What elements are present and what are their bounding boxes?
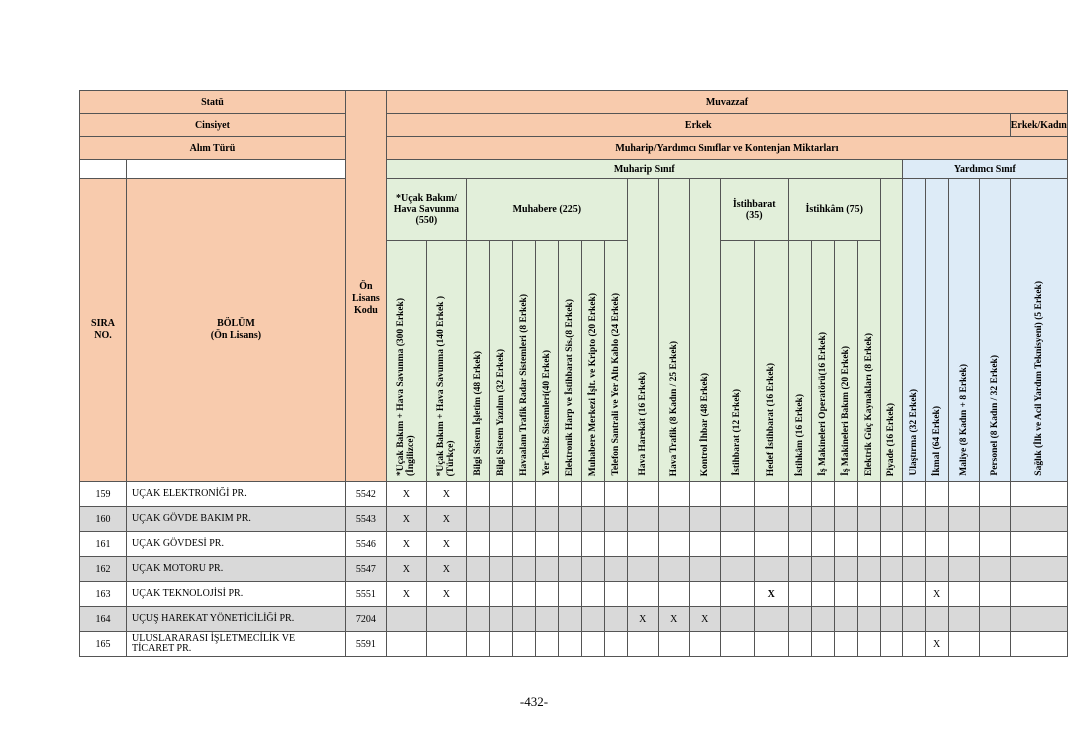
quota-mark <box>466 607 489 632</box>
quota-mark <box>880 632 902 657</box>
quota-mark <box>1010 607 1067 632</box>
program-name: UÇUŞ HAREKAT YÖNETİCİLİĞİ PR. <box>126 607 345 632</box>
quota-mark <box>512 607 535 632</box>
yardimci-sinif-header: Yardımcı Sınıf <box>902 160 1067 179</box>
program-name: UÇAK ELEKTRONİĞİ PR. <box>126 482 345 507</box>
row-number: 162 <box>80 557 127 582</box>
program-name: UÇAK GÖVDE BAKIM PR. <box>126 507 345 532</box>
quota-mark <box>489 632 512 657</box>
quota-mark <box>466 632 489 657</box>
col-header-hava-harekat <box>627 179 658 482</box>
program-name: UÇAK MOTORU PR. <box>126 557 345 582</box>
quota-mark <box>834 507 857 532</box>
col-header-yer-telsiz <box>535 241 558 482</box>
quota-mark <box>902 532 925 557</box>
quota-mark <box>535 507 558 532</box>
quota-mark <box>658 532 689 557</box>
quota-mark: X <box>386 482 426 507</box>
quota-mark <box>489 582 512 607</box>
col-header-kontrol-ihbar <box>689 179 720 482</box>
column-label: İkmal (64 Erkek) <box>931 405 942 476</box>
program-code: 5546 <box>345 532 386 557</box>
quota-mark <box>535 482 558 507</box>
table-row <box>80 582 1068 607</box>
quota-mark <box>604 557 627 582</box>
cinsiyet-header: Cinsiyet <box>80 114 346 137</box>
muharip-yardimci-header: Muharip/Yardımcı Sınıflar ve Kontenjan Miktarları <box>386 137 1067 160</box>
quota-mark <box>857 632 880 657</box>
col-header-hava-trafik <box>658 179 689 482</box>
quota-mark <box>925 482 948 507</box>
quota-mark <box>581 532 604 557</box>
quota-mark <box>581 582 604 607</box>
quota-mark <box>512 532 535 557</box>
quota-mark <box>979 557 1010 582</box>
column-label: Hava Harekât (16 Erkek) <box>637 372 648 476</box>
quota-mark <box>979 532 1010 557</box>
quota-mark <box>558 507 581 532</box>
quota-mark <box>558 582 581 607</box>
quota-mark <box>948 532 979 557</box>
empty-cell <box>126 160 345 179</box>
quota-mark <box>386 607 426 632</box>
row-number: 163 <box>80 582 127 607</box>
quota-mark <box>834 632 857 657</box>
quota-mark <box>581 557 604 582</box>
quota-mark <box>627 507 658 532</box>
quota-mark <box>466 582 489 607</box>
quota-mark <box>426 632 466 657</box>
quota-mark <box>604 632 627 657</box>
quota-mark <box>979 582 1010 607</box>
quota-mark <box>948 557 979 582</box>
col-header-istihkam <box>788 241 811 482</box>
column-label: Ulaştırma (32 Erkek) <box>908 389 919 476</box>
quota-mark <box>720 532 754 557</box>
quota-mark <box>925 507 948 532</box>
quota-mark: X <box>426 507 466 532</box>
quota-mark <box>604 582 627 607</box>
quota-mark <box>754 607 788 632</box>
muvazzaf-header: Muvazzaf <box>386 91 1067 114</box>
quota-mark <box>581 482 604 507</box>
quota-mark <box>466 532 489 557</box>
column-label: Sağlık (İlk ve Acil Yardım Teknisyeni) (5 Erkek) <box>1033 281 1044 476</box>
on-lisans-kodu-label: Ön Lisans Kodu <box>352 281 380 316</box>
quota-mark <box>857 557 880 582</box>
col-header-elektronik-harp <box>558 241 581 482</box>
quota-mark <box>925 557 948 582</box>
column-label: Bilgi Sistem İşletim (48 Erkek) <box>472 351 483 476</box>
quota-mark <box>489 607 512 632</box>
column-label: Elektrik Güç Kaynakları (8 Erkek) <box>863 332 874 476</box>
program-code: 5542 <box>345 482 386 507</box>
quota-mark: X <box>386 532 426 557</box>
quota-mark <box>627 582 658 607</box>
quota-mark <box>925 532 948 557</box>
quota-mark <box>658 507 689 532</box>
col-header-personel <box>979 179 1010 482</box>
quota-mark <box>880 482 902 507</box>
quota-mark <box>788 532 811 557</box>
table-row <box>80 532 1068 557</box>
quota-mark <box>604 532 627 557</box>
col-header-elektrik-guc <box>857 241 880 482</box>
col-header-ucak-bakim-ingilizce <box>386 241 426 482</box>
column-label: Yer Telsiz Sistemleri(40 Erkek) <box>541 350 552 476</box>
quota-mark <box>512 482 535 507</box>
column-label: İş Makineleri Bakım (20 Erkek) <box>840 346 851 476</box>
quota-mark <box>754 482 788 507</box>
quota-mark: X <box>689 607 720 632</box>
quota-mark <box>902 482 925 507</box>
row-number: 165 <box>80 632 127 657</box>
bolum-header: BÖLÜM (Ön Lisans) <box>126 179 345 482</box>
table-row <box>80 557 1068 582</box>
quota-mark <box>689 482 720 507</box>
column-label: Personel (8 Kadın / 32 Erkek) <box>989 355 1000 476</box>
quota-mark <box>558 557 581 582</box>
quota-mark <box>627 532 658 557</box>
program-code: 5551 <box>345 582 386 607</box>
row-number: 160 <box>80 507 127 532</box>
col-header-havaalani-trafik-radar <box>512 241 535 482</box>
quota-mark <box>948 582 979 607</box>
quota-mark <box>979 607 1010 632</box>
column-label: Kontrol İhbar (48 Erkek) <box>699 372 710 476</box>
quota-mark <box>788 507 811 532</box>
quota-mark: X <box>426 482 466 507</box>
quota-mark: X <box>386 582 426 607</box>
quota-mark <box>880 507 902 532</box>
quota-mark <box>720 557 754 582</box>
quota-mark <box>902 607 925 632</box>
quota-mark <box>558 532 581 557</box>
col-header-bilgi-sistem-isletim <box>466 241 489 482</box>
quota-mark <box>658 482 689 507</box>
quota-mark <box>489 532 512 557</box>
quota-mark <box>811 607 834 632</box>
column-label: Maliye (8 Kadın + 8 Erkek) <box>958 364 969 476</box>
quota-mark <box>658 582 689 607</box>
program-code: 5547 <box>345 557 386 582</box>
quota-mark <box>558 482 581 507</box>
quota-mark <box>1010 557 1067 582</box>
quota-mark <box>658 632 689 657</box>
quota-mark: X <box>658 607 689 632</box>
quota-mark <box>466 557 489 582</box>
column-label: Telefon Santrali ve Yer Altı Kablo (24 Erkek) <box>610 293 621 476</box>
column-label: Hedef İstihbarat (16 Erkek) <box>766 362 777 476</box>
column-label: Muhabere Merkezi İşlt. ve Kripto (20 Erkek) <box>587 292 598 476</box>
erkek-header: Erkek <box>386 114 1010 137</box>
column-label: *Uçak Bakım + Hava Savunma (140 Erkek ) (Türkçe) <box>436 295 457 476</box>
table-row <box>80 507 1068 532</box>
erkek-kadin-header: Erkek/Kadın <box>1010 114 1067 137</box>
column-label: Hava Trafik (8 Kadın / 25 Erkek) <box>668 340 679 476</box>
quota-mark <box>558 632 581 657</box>
program-name: UÇAK TEKNOLOJİSİ PR. <box>126 582 345 607</box>
quota-mark <box>834 582 857 607</box>
quota-mark <box>902 582 925 607</box>
quota-mark: X <box>627 607 658 632</box>
quota-mark <box>581 632 604 657</box>
column-label: Elektronik Harp ve İstihbarat Sis.(8 Erkek) <box>564 298 575 476</box>
row-number: 159 <box>80 482 127 507</box>
statu-header: Statü <box>80 91 346 114</box>
quota-mark <box>754 532 788 557</box>
quota-mark <box>857 507 880 532</box>
col-header-istihbarat <box>720 241 754 482</box>
quota-mark <box>720 482 754 507</box>
column-label: Havaalanı Trafik Radar Sistemleri (8 Erkek) <box>518 294 529 476</box>
quota-mark <box>604 482 627 507</box>
col-header-telefon-santrali <box>604 241 627 482</box>
quota-mark <box>811 532 834 557</box>
quota-mark <box>788 607 811 632</box>
alim-turu-header: Alım Türü <box>80 137 346 160</box>
quota-mark <box>811 557 834 582</box>
quota-mark <box>1010 482 1067 507</box>
column-label: Piyade (16 Erkek) <box>886 402 897 476</box>
istihkam-group-header: İstihkâm (75) <box>788 179 880 241</box>
quota-mark <box>426 607 466 632</box>
quota-mark <box>1010 507 1067 532</box>
quota-mark <box>604 507 627 532</box>
col-header-is-makineleri-bakim <box>834 241 857 482</box>
quota-mark <box>979 482 1010 507</box>
quota-mark <box>880 607 902 632</box>
column-label: İstihkâm (16 Erkek) <box>794 393 805 476</box>
col-header-is-makineleri-operatoru <box>811 241 834 482</box>
quota-mark <box>948 507 979 532</box>
quota-mark <box>925 607 948 632</box>
column-label: İş Makineleri Operatörü(16 Erkek) <box>817 332 828 476</box>
quota-table <box>79 90 1068 657</box>
table-row <box>80 482 1068 507</box>
quota-mark <box>979 507 1010 532</box>
quota-mark <box>627 482 658 507</box>
quota-mark <box>834 557 857 582</box>
col-header-ikmal <box>925 179 948 482</box>
quota-mark <box>581 607 604 632</box>
table-row <box>80 607 1068 632</box>
quota-mark <box>627 557 658 582</box>
page-number: -432- <box>519 694 549 709</box>
program-name: ULUSLARARASI İŞLETMECİLİK VE TİCARET PR. <box>126 632 345 657</box>
quota-mark <box>857 532 880 557</box>
quota-mark <box>512 632 535 657</box>
quota-mark <box>834 482 857 507</box>
quota-mark <box>948 482 979 507</box>
quota-mark <box>720 582 754 607</box>
quota-mark <box>689 582 720 607</box>
quota-mark <box>689 507 720 532</box>
column-label: Bilgi Sistem Yazılım (32 Erkek) <box>495 349 506 476</box>
quota-mark <box>689 632 720 657</box>
quota-mark <box>1010 632 1067 657</box>
quota-mark: X <box>386 557 426 582</box>
quota-mark <box>788 632 811 657</box>
on-lisans-kodu-header <box>345 91 386 482</box>
quota-mark <box>512 582 535 607</box>
sira-no-header: SIRA NO. <box>80 179 127 482</box>
quota-mark <box>902 632 925 657</box>
row-number: 164 <box>80 607 127 632</box>
ucak-bakim-group-header: *Uçak Bakım/ Hava Savunma (550) <box>386 179 466 241</box>
quota-mark <box>689 557 720 582</box>
quota-mark <box>489 557 512 582</box>
col-header-maliye <box>948 179 979 482</box>
quota-mark <box>720 607 754 632</box>
empty-cell <box>80 160 127 179</box>
quota-mark <box>689 532 720 557</box>
quota-mark <box>489 482 512 507</box>
col-header-ucak-bakim-turkce <box>426 241 466 482</box>
program-code: 7204 <box>345 607 386 632</box>
quota-mark <box>466 507 489 532</box>
quota-mark <box>512 557 535 582</box>
quota-mark: X <box>925 582 948 607</box>
col-header-hedef-istihbarat <box>754 241 788 482</box>
muharip-sinif-header: Muharip Sınıf <box>386 160 902 179</box>
quota-mark <box>857 607 880 632</box>
istihbarat-group-header: İstihbarat (35) <box>720 179 788 241</box>
quota-mark <box>788 582 811 607</box>
quota-mark <box>788 557 811 582</box>
quota-mark <box>720 507 754 532</box>
quota-mark <box>902 507 925 532</box>
quota-mark: X <box>426 557 466 582</box>
quota-mark <box>581 507 604 532</box>
quota-mark <box>720 632 754 657</box>
quota-mark <box>535 632 558 657</box>
column-label: *Uçak Bakım + Hava Savunma (300 Erkek) (İngilizce) <box>396 297 417 476</box>
col-header-saglik <box>1010 179 1067 482</box>
quota-mark <box>834 607 857 632</box>
quota-mark <box>658 557 689 582</box>
col-header-piyade <box>880 179 902 482</box>
quota-mark <box>811 482 834 507</box>
program-name: UÇAK GÖVDESİ PR. <box>126 532 345 557</box>
muhabere-group-header: Muhabere (225) <box>466 179 627 241</box>
quota-mark <box>834 532 857 557</box>
quota-mark <box>788 482 811 507</box>
quota-mark <box>627 632 658 657</box>
col-header-muhabere-merkezi <box>581 241 604 482</box>
quota-mark <box>604 607 627 632</box>
quota-mark <box>857 482 880 507</box>
quota-mark <box>811 507 834 532</box>
quota-mark <box>880 582 902 607</box>
quota-mark: X <box>386 507 426 532</box>
quota-mark <box>535 607 558 632</box>
col-header-ulastirma <box>902 179 925 482</box>
quota-mark <box>811 632 834 657</box>
quota-mark <box>1010 582 1067 607</box>
col-header-bilgi-sistem-yazilim <box>489 241 512 482</box>
quota-mark <box>754 557 788 582</box>
quota-mark <box>466 482 489 507</box>
program-code: 5591 <box>345 632 386 657</box>
quota-mark <box>535 582 558 607</box>
quota-mark: X <box>925 632 948 657</box>
quota-mark: X <box>426 582 466 607</box>
quota-mark <box>948 632 979 657</box>
quota-mark <box>535 532 558 557</box>
quota-mark <box>811 582 834 607</box>
quota-mark <box>857 582 880 607</box>
quota-mark <box>880 557 902 582</box>
quota-mark <box>754 632 788 657</box>
quota-mark <box>948 607 979 632</box>
column-label: İstihbarat (12 Erkek) <box>732 389 743 476</box>
quota-mark <box>902 557 925 582</box>
quota-mark <box>558 607 581 632</box>
table-row <box>80 632 1068 657</box>
quota-mark <box>386 632 426 657</box>
quota-mark <box>1010 532 1067 557</box>
quota-mark <box>880 532 902 557</box>
quota-mark: X <box>754 582 788 607</box>
quota-mark <box>754 507 788 532</box>
quota-mark <box>979 632 1010 657</box>
quota-mark <box>512 507 535 532</box>
quota-mark: X <box>426 532 466 557</box>
program-code: 5543 <box>345 507 386 532</box>
quota-mark <box>489 507 512 532</box>
quota-mark <box>535 557 558 582</box>
row-number: 161 <box>80 532 127 557</box>
